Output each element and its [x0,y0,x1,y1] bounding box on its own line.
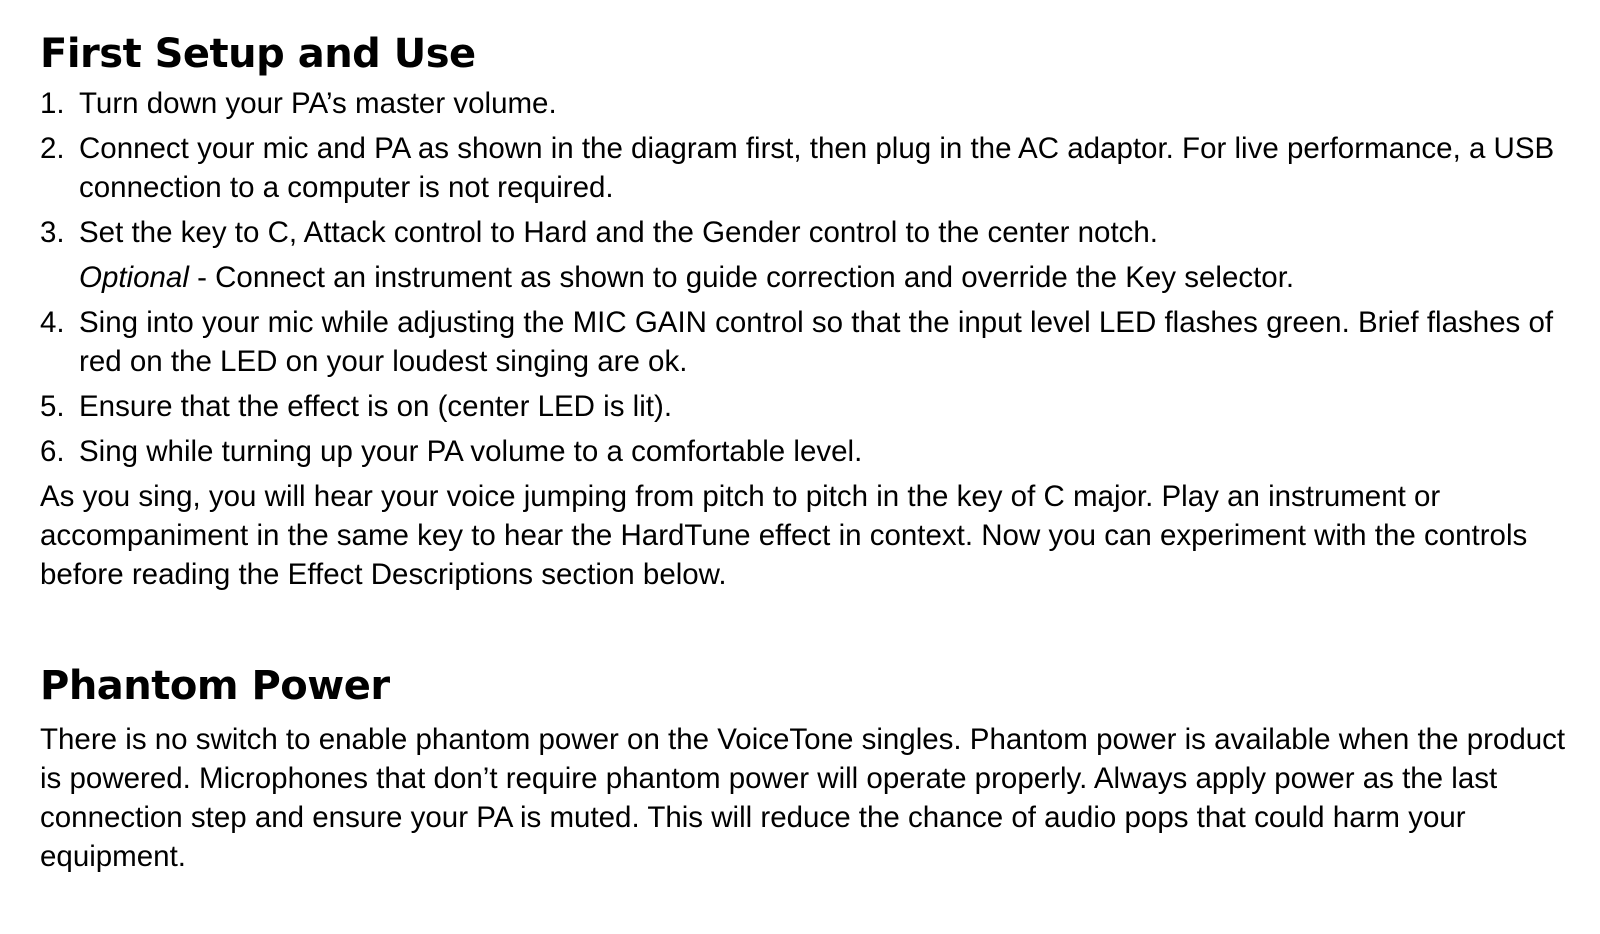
step-number: 5. [40,390,65,423]
optional-text: - Connect an instrument as shown to guide correction and override the Key selector. [188,261,1295,294]
step-text: Ensure that the effect is on (center LED is lit). [79,390,673,423]
setup-step [40,432,1570,471]
step-text: Connect your mic and PA as shown in the diagram first, then plug in the AC adaptor. For live performance, a USB connection to a computer is not required. [79,132,1555,204]
setup-section-title: First Setup and Use [40,31,476,77]
optional-note [40,258,1570,297]
phantom-section-title: Phantom Power [40,663,390,709]
step-number: 2. [40,132,65,165]
phantom-body-paragraph: There is no switch to enable phantom power on the VoiceTone singles. Phantom power is available when the product is powered. Microphones that don’t require phantom power will operate properly. Always apply power as the last connection step and ensure your PA is muted. This will reduce the chance of audio pops that could harm your equipment. [40,723,1566,873]
step-number: 3. [40,216,65,249]
setup-step [40,84,1570,123]
step-text: Set the key to C, Attack control to Hard and the Gender control to the center notch. [79,216,1158,249]
step-number: 6. [40,435,65,468]
setup-steps-list [40,84,1570,471]
setup-step [40,387,1570,426]
manual-page [40,28,1570,873]
setup-step [40,303,1570,381]
step-text: Sing into your mic while adjusting the MIC GAIN control so that the input level LED flashes green. Brief flashes of red on the LED on your loudest singing are ok. [79,306,1554,378]
step-text: Turn down your PA’s master volume. [79,87,557,120]
optional-label: Optional [79,261,189,294]
setup-closing-paragraph: As you sing, you will hear your voice jumping from pitch to pitch in the key of C major. Play an instrument or accompaniment in the same key to hear the HardTune effect in context. Now you can experiment with the controls before reading the Effect Descriptions section below. [40,480,1528,591]
step-number: 1. [40,87,65,120]
step-number: 4. [40,306,65,339]
setup-step [40,213,1570,252]
step-text: Sing while turning up your PA volume to a comfortable level. [79,435,863,468]
setup-step [40,129,1570,207]
